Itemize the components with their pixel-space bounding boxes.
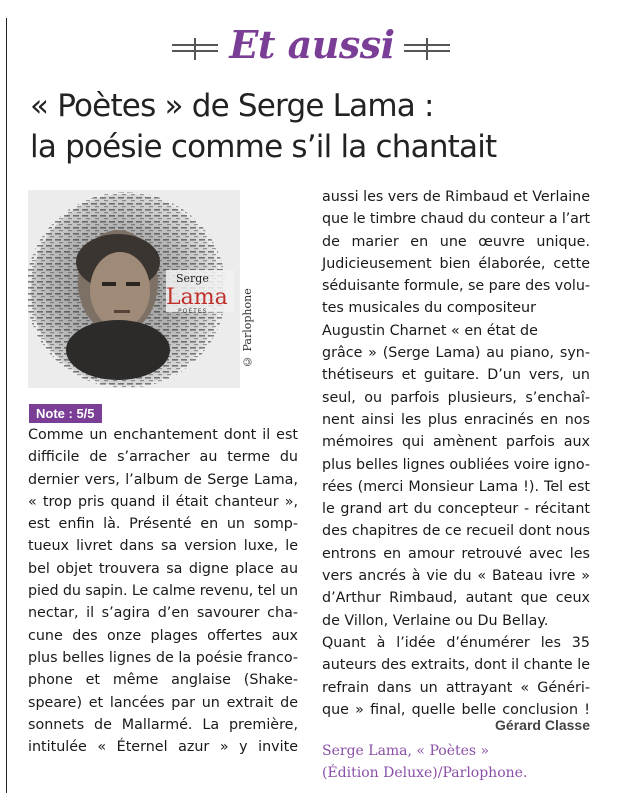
cover-artist-last: Lama xyxy=(166,285,228,310)
body-text-line: est enfin là. Présenté en un somp- xyxy=(28,516,298,533)
left-column-rule xyxy=(6,18,7,793)
source-line-2: (Édition Deluxe)/Parlophone. xyxy=(322,765,528,781)
album-cover-art xyxy=(28,190,240,388)
body-text-line: mémoires qui amènent parfois aux xyxy=(322,434,590,451)
body-text-line: plus belles lignes oubliées voire igno- xyxy=(322,456,590,473)
body-text-line: rées (merci Monsieur Lama !). Tel est xyxy=(322,478,590,495)
body-text-line: dernier vers, l’album de Serge Lama, xyxy=(28,471,298,488)
body-text-line: de Villon, Verlaine ou Du Bellay. xyxy=(322,612,549,629)
body-text-line: plus belles lignes de la poésie franco- xyxy=(28,649,298,666)
body-text-line: difficile de s’arracher au terme du xyxy=(28,449,298,466)
body-text-line: pied du sapin. Le calme revenu, tel un xyxy=(28,583,298,600)
body-text-line: nent ainsi les plus enracinés en nos xyxy=(322,411,590,428)
body-column-1 xyxy=(28,424,298,758)
body-text-line: sonnets de Mallarmé. La première, xyxy=(28,716,298,733)
photo-credit: © Parlophone xyxy=(241,288,254,368)
body-text-line: vers ancrés à vie du « Bateau ivre » xyxy=(322,568,590,585)
cover-album-title: POÈTES xyxy=(178,308,208,315)
rubric-ornament-left xyxy=(172,38,218,60)
source-line-1: Serge Lama, « Poètes » xyxy=(322,743,490,759)
author-signature: Gérard Classe xyxy=(495,717,590,733)
body-text-line: aussi les vers de Rimbaud et Verlaine xyxy=(322,189,590,205)
body-text-line: cune des onze plages offertes aux xyxy=(28,627,298,644)
rubric-title: Et aussi xyxy=(229,22,395,67)
cover-artist-first: Serge xyxy=(176,272,209,285)
body-text-line: Judicieusement bien élaborée, cette xyxy=(322,255,590,272)
body-text-line: Quant à l’idée d’énumérer les 35 xyxy=(322,634,590,651)
body-text-line: seul, ou parfois plusieurs, s’enchaî- xyxy=(322,389,590,406)
body-text-line: Comme un enchantement dont il est xyxy=(28,427,298,443)
body-text-line: intitulée « Éternel azur » y invite xyxy=(28,739,298,756)
article-headline xyxy=(30,86,630,168)
body-text-line: tes musicales du compositeur xyxy=(322,300,536,317)
rubric-ornament-right xyxy=(404,38,450,60)
body-text-line: séduisante formule, se pare des volu- xyxy=(322,278,590,295)
section-rubric xyxy=(0,24,643,72)
body-text-line: bel objet trouvera sa digne place au xyxy=(28,560,298,577)
body-text-line: nectar, il s’agira d’en savourer cha- xyxy=(28,605,298,622)
body-text-line: entrons en amour retrouvé avec les xyxy=(322,545,590,562)
body-text-line: que le timbre chaud du conteur a l’art xyxy=(322,211,590,228)
body-text-line: Augustin Charnet « en état de xyxy=(322,322,538,339)
headline-line-1: « Poètes » de Serge Lama : xyxy=(30,88,434,124)
body-text-line: de marier en une œuvre unique. xyxy=(322,233,590,250)
body-text-line: que » final, quelle belle conclusion ! xyxy=(322,701,590,718)
body-column-2 xyxy=(322,186,590,721)
album-cover-image xyxy=(28,190,240,388)
body-text-line: tueux livret dans sa version luxe, le xyxy=(28,538,298,555)
body-text-line: auteurs des extraits, dont il chante le xyxy=(322,657,590,674)
headline-line-2: la poésie comme s’il la chantait xyxy=(30,129,497,165)
body-text-line: refrain dans un attrayant « Généri- xyxy=(322,679,590,696)
body-text-line: « trop pris quand il était chanteur », xyxy=(28,493,298,510)
body-text-line: thétiseurs et guitare. D’un vers, un xyxy=(322,367,590,384)
body-text-line: le grand art du concepteur - récitant xyxy=(322,501,590,518)
body-text-line: speare) et lancées par un extrait de xyxy=(28,694,298,711)
body-text-line: phone et même anglaise (Shake- xyxy=(28,672,298,689)
body-text-line: grâce » (Serge Lama) au piano, syn- xyxy=(322,345,590,362)
album-source-reference xyxy=(322,740,622,784)
rating-badge: Note : 5/5 xyxy=(29,404,102,423)
body-text-line: d’Arthur Rimbaud, autant que ceux xyxy=(322,590,590,607)
body-text-line: des chapitres de ce recueil dont nous xyxy=(322,523,590,540)
